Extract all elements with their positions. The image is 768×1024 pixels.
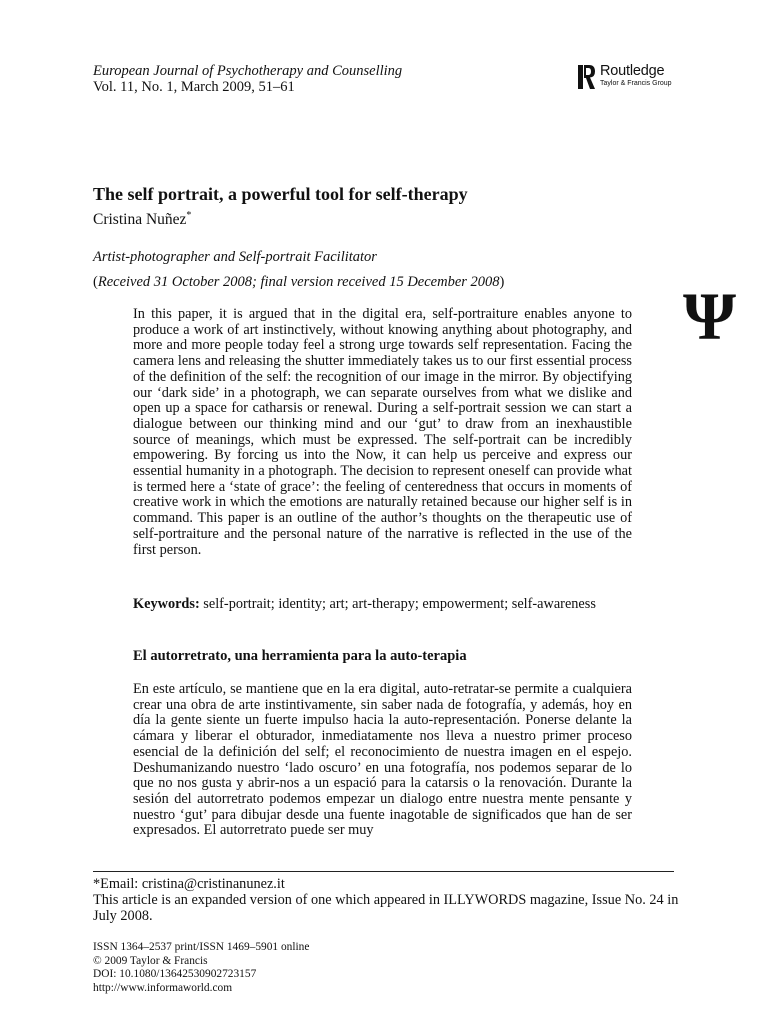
footnote-note: This article is an expanded version of one which appeared in ILLYWORDS magazine, Issue No. 24 in July 2008. xyxy=(93,892,679,924)
journal-header xyxy=(93,63,402,95)
received-close-paren: ) xyxy=(499,274,505,290)
keywords-text: self-portrait; identity; art; art-therapy; empowerment; self-awareness xyxy=(199,596,596,612)
copyright-line: © 2009 Taylor & Francis xyxy=(93,954,208,967)
publisher-logo xyxy=(578,63,688,93)
spanish-title: El autorretrato, una herramienta para la auto-terapia xyxy=(133,648,467,664)
keywords xyxy=(133,597,632,613)
author-footnote-mark: * xyxy=(186,210,192,221)
footnote xyxy=(93,876,693,924)
psi-symbol: Ψ xyxy=(683,278,737,354)
publisher-brand: Routledge xyxy=(600,63,665,79)
journal-issue: Vol. 11, No. 1, March 2009, 51–61 xyxy=(93,79,295,95)
routledge-logo-icon xyxy=(578,65,596,89)
publication-info xyxy=(93,941,309,995)
author-affiliation: Artist-photographer and Self-portrait Facilitator xyxy=(93,249,377,265)
received-open-paren: ( xyxy=(93,274,98,290)
received-dates xyxy=(93,274,504,291)
footnote-email: *Email: cristina@cristinanunez.it xyxy=(93,876,285,892)
keywords-label: Keywords: xyxy=(133,596,200,612)
url-link[interactable]: http://www.informaworld.com xyxy=(93,981,233,994)
publisher-group: Taylor & Francis Group xyxy=(600,80,672,87)
spanish-abstract: En este artículo, se mantiene que en la era digital, auto-retratar-se permite a cualquiera crear una obra de arte instintivamente, sin saber nada de fotografía, y además, hoy en día la gente siente un fuerte impulso hacia la auto-representación. Ponerse delante la cámara y liberar el obturador, inmediatamente nos lleva a nuestro primer proceso esencial de la definición del self; el reconocimiento de nuestra imagen en el espejo. Deshumanizando nuestro ‘lado oscuro’ en una fotografía, nos podemos separar de lo que no nos gusta y abrir-nos a un espació para la catarsis o la renovación. Durante la sesión del autorretrato podemos empezar un dialogo entre nuestra mente pensante y nuestro ‘gut’ para dibujar desde una fuente inagotable de significados que han de ser expresados. El autorretrato puede ser muy xyxy=(133,682,632,839)
article-author xyxy=(93,210,191,229)
issn-line: ISSN 1364–2537 print/ISSN 1469–5901 online xyxy=(93,941,310,953)
doi-line: DOI: 10.1080/13642530902723157 xyxy=(93,968,257,980)
footnote-divider xyxy=(93,871,674,872)
author-name: Cristina Nuñez xyxy=(93,211,187,229)
abstract-paragraph: In this paper, it is argued that in the digital era, self-portraiture enables anyone to produce a work of art instinctively, without knowing anything about photography, and more and more people today feel a strong urge towards self representation. Facing the camera lens and releasing the shutter immediately takes us to our first essential process of the definition of the self: the recognition of our image in the mirror. By objectifying our ‘dark side’ in a photograph, we can separate ourselves from what we dislike and open up a space for catharsis or renewal. During a self-portrait session we can start a dialogue between our thinking mind and our ‘gut’ to draw from an inexhaustible source of meanings, which must be expressed. The self-portrait can be incredibly empowering. By forcing us into the Now, it can help us perceive and express our essential humanity in a photograph. The decision to represent oneself can provide what is termed here a ‘state of grace’: the feeling of centeredness that occurs in moments of creative work in which the emotions are naturally retained because our higher self is in command. This paper is an outline of the author’s thoughts on the therapeutic use of self-portraiture and the personal nature of the narrative is reflected in the use of the first person. xyxy=(133,306,632,558)
received-text: Received 31 October 2008; final version received 15 December 2008 xyxy=(97,274,500,290)
journal-name: European Journal of Psychotherapy and Counselling xyxy=(93,63,403,79)
article-title: The self portrait, a powerful tool for self-therapy xyxy=(93,184,468,204)
